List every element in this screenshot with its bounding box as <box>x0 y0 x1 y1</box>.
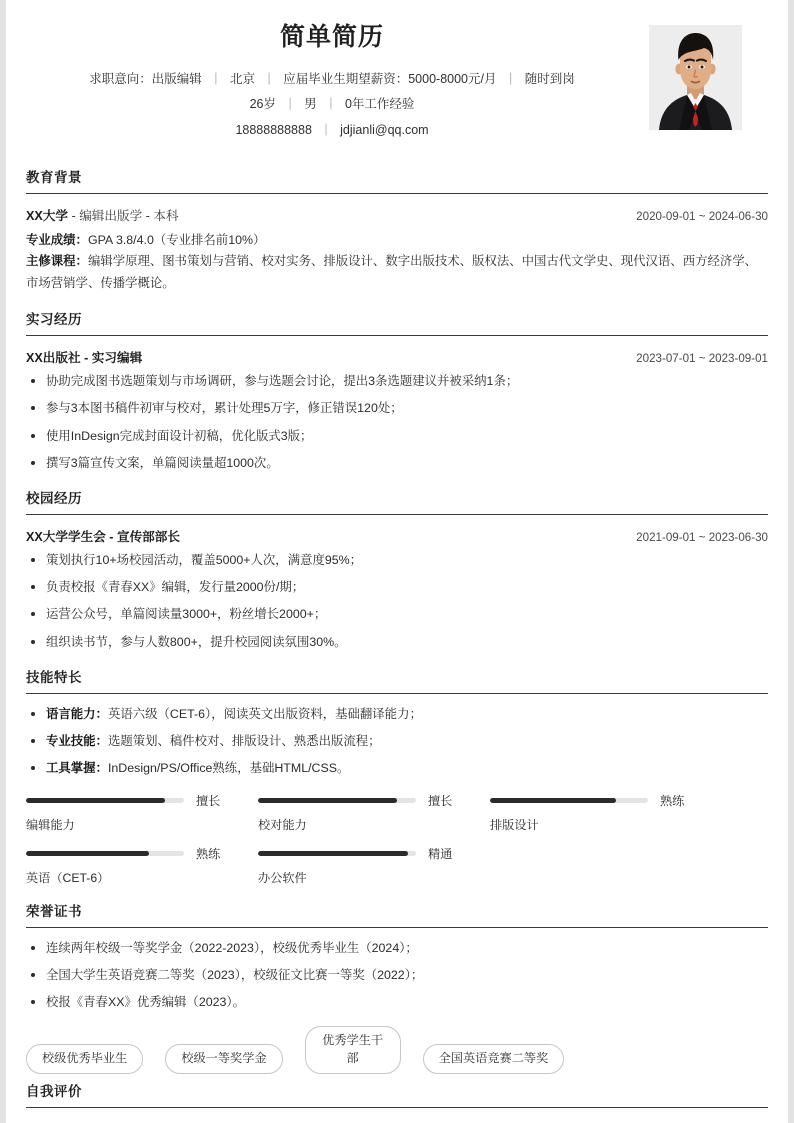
honor-tag[interactable]: 优秀学生干部 <box>305 1026 401 1073</box>
skill-level: 熟练 <box>660 793 685 808</box>
education-courses-label: 主修课程： <box>26 254 88 269</box>
skill-text: 英语六级（CET-6），阅读英文出版资料，基础翻译能力； <box>107 706 422 721</box>
skill-name: 排版设计 <box>490 817 539 832</box>
skill-track <box>258 851 416 856</box>
skill-bar-item <box>490 792 722 833</box>
skill-text: InDesign/PS/Office熟练，基础HTML/CSS。 <box>107 761 350 776</box>
separator-icon: | <box>288 96 292 111</box>
campus-org-name: XX大学学生会 <box>26 529 106 544</box>
education-gpa-value: GPA 3.8/4.0（专业排名前10%） <box>87 233 266 248</box>
resume-header <box>26 0 768 152</box>
education-school <box>26 205 179 224</box>
list-item: 负责校报《青春XX》编辑，发行量2000份/期； <box>26 578 768 597</box>
separator-icon: | <box>329 96 333 111</box>
list-item: 撰写3篇宣传文案，单篇阅读量超1000次。 <box>26 454 768 473</box>
skill-meter <box>258 845 490 862</box>
skill-text: 选题策划、稿件校对、排版设计、熟悉出版流程； <box>107 734 381 749</box>
education-major-degree: - 编辑出版学 - 本科 <box>68 209 179 224</box>
campus-entry-header <box>26 526 768 545</box>
skill-fill <box>258 798 397 803</box>
list-item: 连续两年校级一等奖学金（2022-2023），校级优秀毕业生（2024）； <box>26 939 768 958</box>
section-honors <box>26 900 768 1076</box>
internship-date: 2023-07-01 ~ 2023-09-01 <box>636 352 768 366</box>
skill-label: 专业技能： <box>46 734 108 749</box>
education-entry-header <box>26 205 768 224</box>
contact-line-objective <box>26 70 638 89</box>
skill-bar-row <box>26 845 768 886</box>
avatar <box>649 25 742 130</box>
section-heading-skills: 技能特长 <box>26 666 768 694</box>
job-location: 北京 <box>230 72 256 86</box>
skill-meter <box>26 845 258 862</box>
skill-level: 精通 <box>428 846 453 861</box>
honor-tag-group <box>26 1026 768 1075</box>
skill-level: 熟练 <box>196 846 221 861</box>
skill-name: 编辑能力 <box>26 817 75 832</box>
honor-tag[interactable]: 校级一等奖学金 <box>165 1044 282 1074</box>
list-item: 参与3本图书稿件初审与校对，累计处理5万字，修正错误120处； <box>26 399 768 418</box>
work-years: 0年工作经验 <box>344 97 415 112</box>
skill-level: 擅长 <box>196 793 221 808</box>
skill-name: 英语（CET-6） <box>26 870 110 885</box>
education-courses <box>26 251 768 294</box>
skill-bar-spacer <box>490 845 722 886</box>
phone-number: 18888888888 <box>235 122 312 137</box>
gender: 男 <box>304 97 317 112</box>
skill-track <box>26 851 184 856</box>
skill-bar-item <box>258 792 490 833</box>
campus-org <box>26 526 180 545</box>
skill-bar-group <box>26 792 768 886</box>
internship-role: - 实习编辑 <box>80 351 143 366</box>
section-internship <box>26 308 768 473</box>
skill-meter <box>26 792 258 809</box>
separator-icon: | <box>214 71 218 85</box>
list-item: 使用InDesign完成封面设计初稿，优化版式3版； <box>26 427 768 446</box>
section-skills <box>26 666 768 886</box>
education-school-name: XX大学 <box>26 209 68 224</box>
section-education <box>26 166 768 294</box>
skill-track <box>490 798 648 803</box>
skill-fill <box>26 798 165 803</box>
skill-fill <box>258 851 408 856</box>
separator-icon: | <box>508 71 513 85</box>
list-item: 组织读书节，参与人数800+，提升校园阅读氛围30%。 <box>26 633 768 652</box>
section-heading-self-evaluation: 自我评价 <box>26 1080 768 1108</box>
skill-level: 擅长 <box>428 793 453 808</box>
honor-tag[interactable]: 校级优秀毕业生 <box>26 1044 143 1074</box>
list-item: 策划执行10+场校园活动，覆盖5000+人次，满意度95%； <box>26 551 768 570</box>
skill-track <box>258 798 416 803</box>
skills-bullet-list <box>26 705 768 779</box>
honors-bullet-list <box>26 939 768 1013</box>
section-heading-education: 教育背景 <box>26 166 768 194</box>
list-item: 校报《青春XX》优秀编辑（2023）。 <box>26 993 768 1012</box>
skill-label: 工具掌握： <box>46 761 108 776</box>
skill-meter <box>258 792 490 809</box>
separator-icon: | <box>324 121 328 136</box>
list-item <box>26 705 768 724</box>
education-gpa-label: 专业成绩： <box>26 233 88 248</box>
campus-entry <box>26 526 768 652</box>
skill-bar-row <box>26 792 768 833</box>
internship-company <box>26 347 142 366</box>
skill-fill <box>26 851 149 856</box>
age: 26岁 <box>249 97 276 112</box>
list-item: 协助完成图书选题策划与市场调研，参与选题会讨论，提出3条选题建议并被采纳1条； <box>26 372 768 391</box>
section-campus <box>26 487 768 652</box>
list-item: 全国大学生英语竞赛二等奖（2023），校级征文比赛一等奖（2022）； <box>26 966 768 985</box>
availability: 随时到岗 <box>524 72 575 86</box>
skill-bar-item <box>26 845 258 886</box>
list-item <box>26 759 768 778</box>
list-item <box>26 732 768 751</box>
internship-company-name: XX出版社 <box>26 351 81 366</box>
skill-bar-item <box>258 845 490 886</box>
contact-line-reach <box>26 121 638 140</box>
expected-salary: 应届毕业生期望薪资：5000-8000元/月 <box>283 72 497 86</box>
skill-name: 校对能力 <box>258 817 307 832</box>
contact-line-personal <box>26 95 638 114</box>
internship-entry-header <box>26 347 768 366</box>
list-item: 运营公众号，单篇阅读量3000+，粉丝增长2000+； <box>26 605 768 624</box>
education-date: 2020-09-01 ~ 2024-06-30 <box>636 210 768 224</box>
page-title: 简单简历 <box>279 23 384 51</box>
skill-name: 办公软件 <box>258 870 307 885</box>
skill-track <box>26 798 184 803</box>
skill-fill <box>490 798 616 803</box>
internship-bullet-list <box>26 372 768 473</box>
education-courses-value: 编辑学原理、图书策划与营销、校对实务、排版设计、数字出版技术、版权法、中国古代文学史、现代汉语、西方经济学、市场营销学、传播学概论。 <box>26 254 758 290</box>
job-objective: 求职意向：出版编辑 <box>89 72 202 86</box>
campus-role: - 宣传部部长 <box>105 529 180 544</box>
section-heading-honors: 荣誉证书 <box>26 900 768 928</box>
section-heading-campus: 校园经历 <box>26 487 768 515</box>
skill-label: 语言能力： <box>46 706 108 721</box>
email-address: jdjianli@qq.com <box>340 122 429 137</box>
campus-bullet-list <box>26 551 768 652</box>
education-entry <box>26 205 768 294</box>
skill-bar-item <box>26 792 258 833</box>
separator-icon: | <box>267 71 271 85</box>
section-heading-internship: 实习经历 <box>26 308 768 336</box>
education-gpa <box>26 230 768 251</box>
honor-tag[interactable]: 全国英语竞赛二等奖 <box>423 1044 565 1074</box>
campus-date: 2021-09-01 ~ 2023-06-30 <box>636 530 768 544</box>
skill-meter <box>490 792 722 809</box>
internship-entry <box>26 347 768 473</box>
